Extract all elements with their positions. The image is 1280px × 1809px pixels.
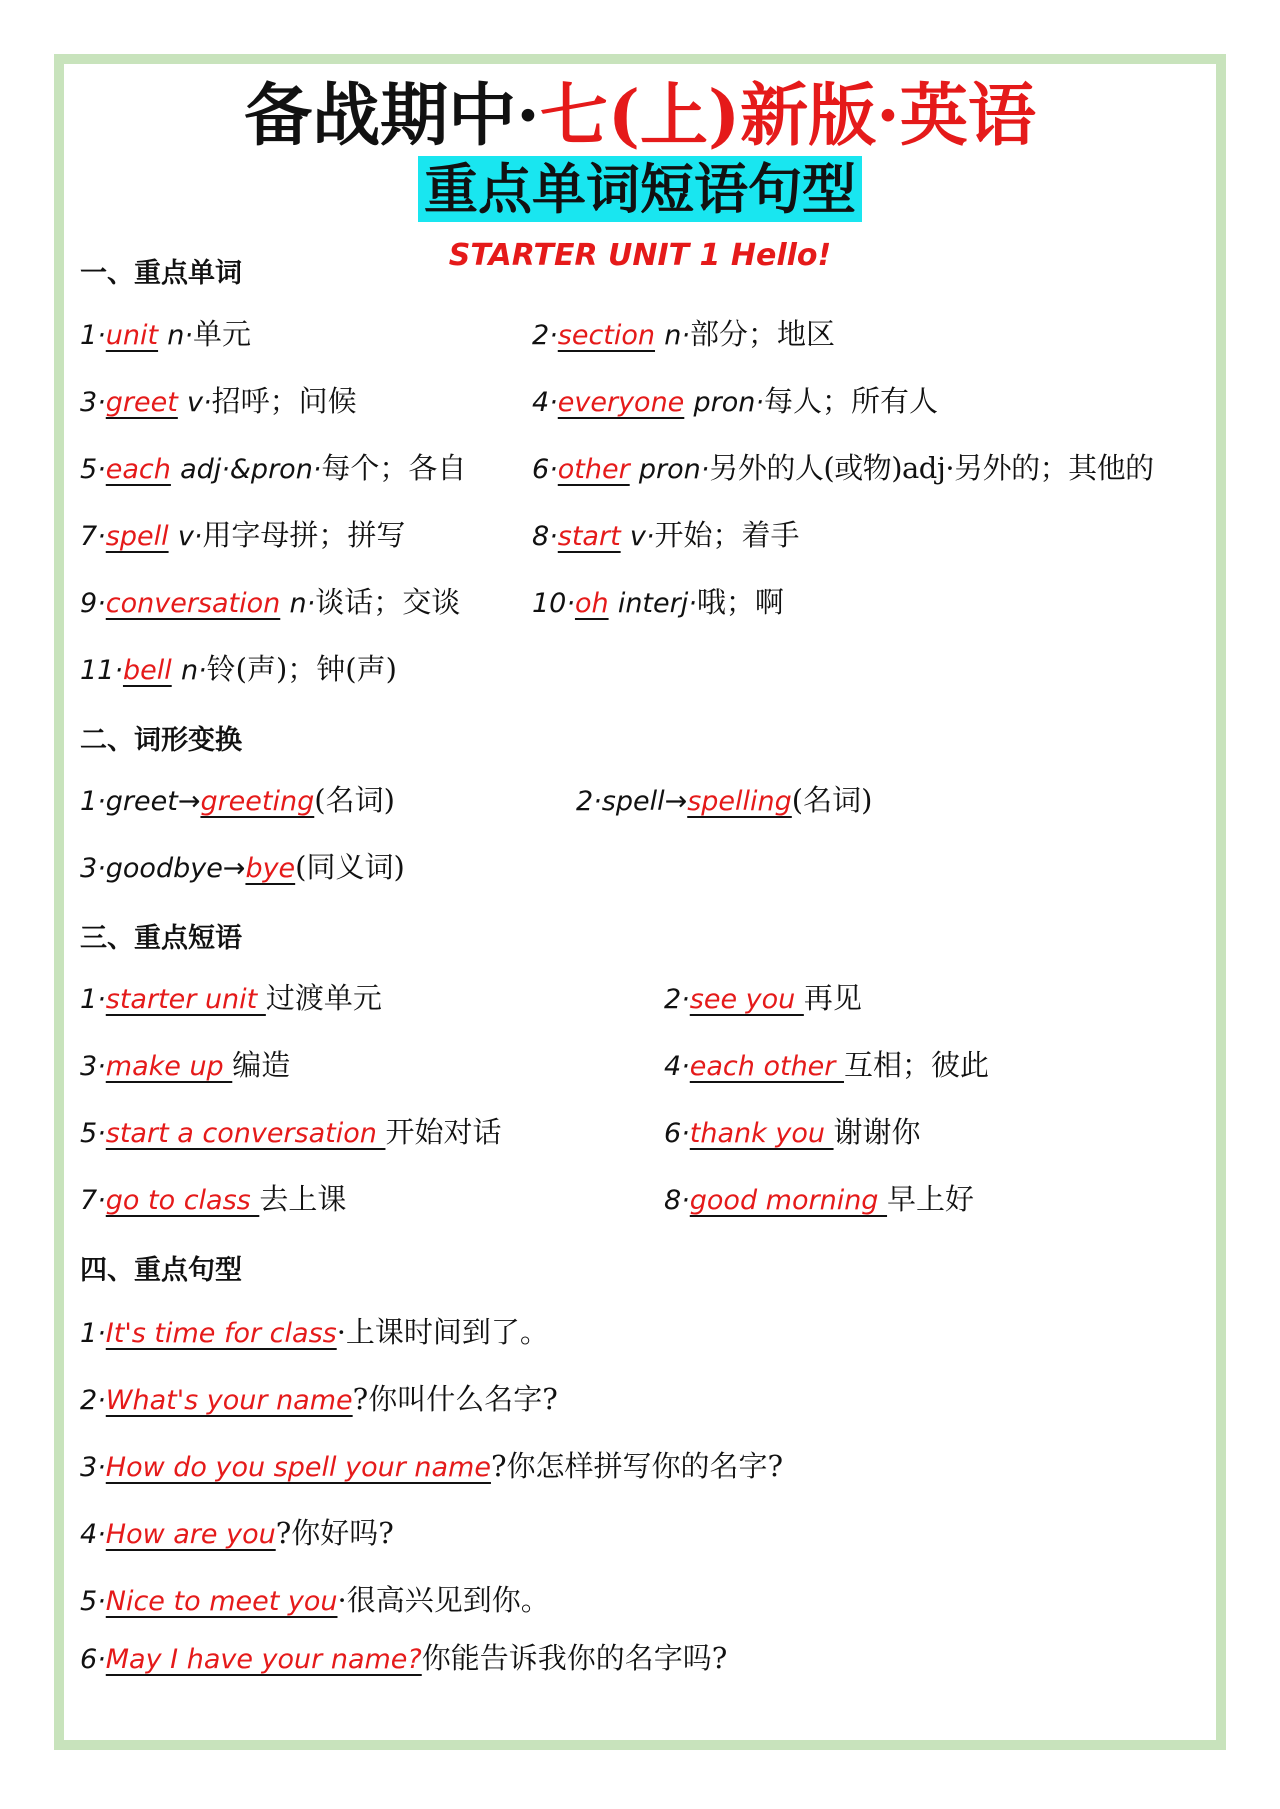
word-meaning: 铃(声)；钟(声) (206, 652, 397, 686)
word-meaning: 部分；地区 (689, 317, 835, 351)
phrase-meaning: 编造 (232, 1048, 291, 1082)
part-of-speech: n· (289, 588, 316, 619)
word-meaning: 哦；啊 (696, 585, 784, 619)
item-number: 6· (532, 454, 558, 485)
item-number: 2· (80, 1385, 106, 1416)
item-number: 3· (80, 853, 106, 884)
part-of-speech: n· (180, 655, 207, 686)
word-answer: start (557, 521, 621, 552)
section-heading-phrases: 三、重点短语 (80, 923, 242, 954)
item-number: 1· (80, 320, 106, 351)
word-meaning: 开始；着手 (654, 518, 800, 552)
phrase-item (664, 1045, 989, 1087)
part-of-speech: pron· (693, 387, 764, 418)
base-word: goodbye→ (105, 853, 246, 884)
word-answer: everyone (557, 387, 685, 418)
phrase-answer: good morning (689, 1185, 888, 1216)
word-item (532, 381, 938, 423)
sentence-answer: Nice to meet you (105, 1586, 338, 1617)
sentence-answer: How are you (105, 1519, 276, 1550)
phrase-item (80, 1179, 346, 1221)
word-item (532, 448, 1154, 490)
word-answer: section (557, 320, 656, 351)
item-number: 3· (80, 1452, 106, 1483)
word-answer: each (105, 454, 171, 485)
part-of-speech: n· (167, 320, 193, 351)
section-heading-words: 一、重点单词 (80, 258, 242, 289)
sentence-item (80, 1513, 394, 1555)
sentence-meaning: ·很高兴见到你。 (337, 1583, 550, 1617)
item-number: 4· (80, 1519, 106, 1550)
item-number: 8· (664, 1185, 690, 1216)
section-heading-sentences: 四、重点句型 (80, 1255, 242, 1286)
word-item (80, 314, 251, 356)
form-item (80, 780, 395, 822)
item-number: 10· (532, 588, 575, 619)
page-title (64, 74, 1216, 158)
item-number: 6· (664, 1118, 690, 1149)
item-number: 4· (664, 1051, 690, 1082)
part-of-speech: v· (629, 521, 655, 552)
form-answer: bye (245, 853, 296, 884)
base-word: greet→ (105, 786, 201, 817)
sentence-item (80, 1312, 549, 1354)
sentence-item (80, 1638, 727, 1680)
item-number: 9· (80, 588, 106, 619)
item-number: 5· (80, 1586, 106, 1617)
phrase-answer: see you (689, 984, 804, 1015)
word-item (532, 515, 799, 557)
word-answer: unit (105, 320, 159, 351)
item-number: 2· (532, 320, 558, 351)
item-number: 7· (80, 1185, 106, 1216)
part-of-speech: n· (664, 320, 690, 351)
phrase-item (664, 1179, 974, 1221)
word-meaning: 每个；各自 (321, 451, 467, 485)
form-answer: greeting (200, 786, 315, 817)
phrase-meaning: 去上课 (259, 1182, 347, 1216)
unit-title: STARTER UNIT 1 Hello! (448, 238, 832, 273)
phrase-item (80, 1112, 501, 1154)
item-number: 7· (80, 521, 106, 552)
word-item (532, 582, 784, 624)
sentence-answer: It's time for class (105, 1318, 337, 1349)
title-red-part: 七(上)新版·英语 (539, 76, 1036, 156)
item-number: 8· (532, 521, 558, 552)
subtitle-wrap (64, 156, 1216, 222)
word-item (80, 448, 466, 490)
item-number: 5· (80, 1118, 106, 1149)
word-answer: other (557, 454, 630, 485)
form-note: (名词) (314, 783, 395, 817)
word-meaning: 用字母拼；拼写 (202, 518, 406, 552)
item-number: 2· (576, 786, 602, 817)
phrase-meaning: 早上好 (887, 1182, 975, 1216)
base-word: spell→ (601, 786, 688, 817)
form-answer: spelling (687, 786, 792, 817)
phrase-item (664, 1112, 921, 1154)
word-meaning: 招呼；问候 (211, 384, 357, 418)
phrase-meaning: 开始对话 (385, 1115, 502, 1149)
phrase-answer: make up (105, 1051, 233, 1082)
item-number: 1· (80, 984, 106, 1015)
item-number: 11· (80, 655, 123, 686)
form-note: (同义词) (295, 850, 405, 884)
sentence-answer: May I have your name? (105, 1644, 422, 1675)
item-number: 2· (664, 984, 690, 1015)
title-black-part: 备战期中· (244, 76, 540, 156)
page-subtitle: 重点单词短语句型 (418, 156, 862, 222)
phrase-answer: start a conversation (105, 1118, 386, 1149)
phrase-answer: each other (689, 1051, 844, 1082)
phrase-answer: starter unit (105, 984, 266, 1015)
word-meaning: 每人；所有人 (763, 384, 938, 418)
item-number: 6· (80, 1644, 106, 1675)
sentence-item (80, 1379, 558, 1421)
word-meaning: 单元 (193, 317, 252, 351)
item-number: 1· (80, 1318, 106, 1349)
word-answer: conversation (105, 588, 281, 619)
word-item (80, 381, 357, 423)
item-number: 5· (80, 454, 106, 485)
sentence-meaning: ?你叫什么名字? (352, 1382, 558, 1416)
part-of-speech: v· (187, 387, 212, 418)
word-item (80, 515, 405, 557)
phrase-item (80, 978, 382, 1020)
phrase-item (80, 1045, 290, 1087)
item-number: 1· (80, 786, 106, 817)
sentence-answer: What's your name (105, 1385, 353, 1416)
phrase-item (664, 978, 862, 1020)
word-answer: oh (574, 588, 609, 619)
form-item (80, 847, 405, 889)
form-item (576, 780, 872, 822)
phrase-answer: go to class (105, 1185, 260, 1216)
part-of-speech: interj· (617, 588, 697, 619)
sentence-answer: How do you spell your name (105, 1452, 491, 1483)
word-item (532, 314, 835, 356)
word-item (80, 582, 460, 624)
word-answer: greet (105, 387, 178, 418)
word-meaning: 另外的人(或物)adj·另外的；其他的 (709, 451, 1154, 485)
part-of-speech: v· (177, 521, 203, 552)
phrase-meaning: 过渡单元 (265, 981, 382, 1015)
sentence-meaning: ?你怎样拼写你的名字? (490, 1449, 784, 1483)
sentence-item (80, 1580, 550, 1622)
item-number: 3· (80, 387, 106, 418)
sentence-meaning: 你能告诉我你的名字吗? (421, 1641, 728, 1675)
phrase-meaning: 谢谢你 (833, 1115, 921, 1149)
part-of-speech: adj·&pron· (180, 454, 322, 485)
word-answer: spell (105, 521, 169, 552)
item-number: 4· (532, 387, 558, 418)
part-of-speech: pron· (638, 454, 710, 485)
item-number: 3· (80, 1051, 106, 1082)
word-item (80, 649, 397, 691)
phrase-answer: thank you (689, 1118, 834, 1149)
word-answer: bell (122, 655, 172, 686)
sentence-meaning: ·上课时间到了。 (336, 1315, 549, 1349)
sentence-meaning: ?你好吗? (275, 1516, 394, 1550)
document-page (54, 54, 1226, 1750)
sentence-item (80, 1446, 783, 1488)
phrase-meaning: 再见 (803, 981, 862, 1015)
form-note: (名词) (791, 783, 873, 817)
phrase-meaning: 互相；彼此 (843, 1048, 989, 1082)
section-heading-forms: 二、词形变换 (80, 725, 242, 756)
word-meaning: 谈话；交谈 (315, 585, 461, 619)
